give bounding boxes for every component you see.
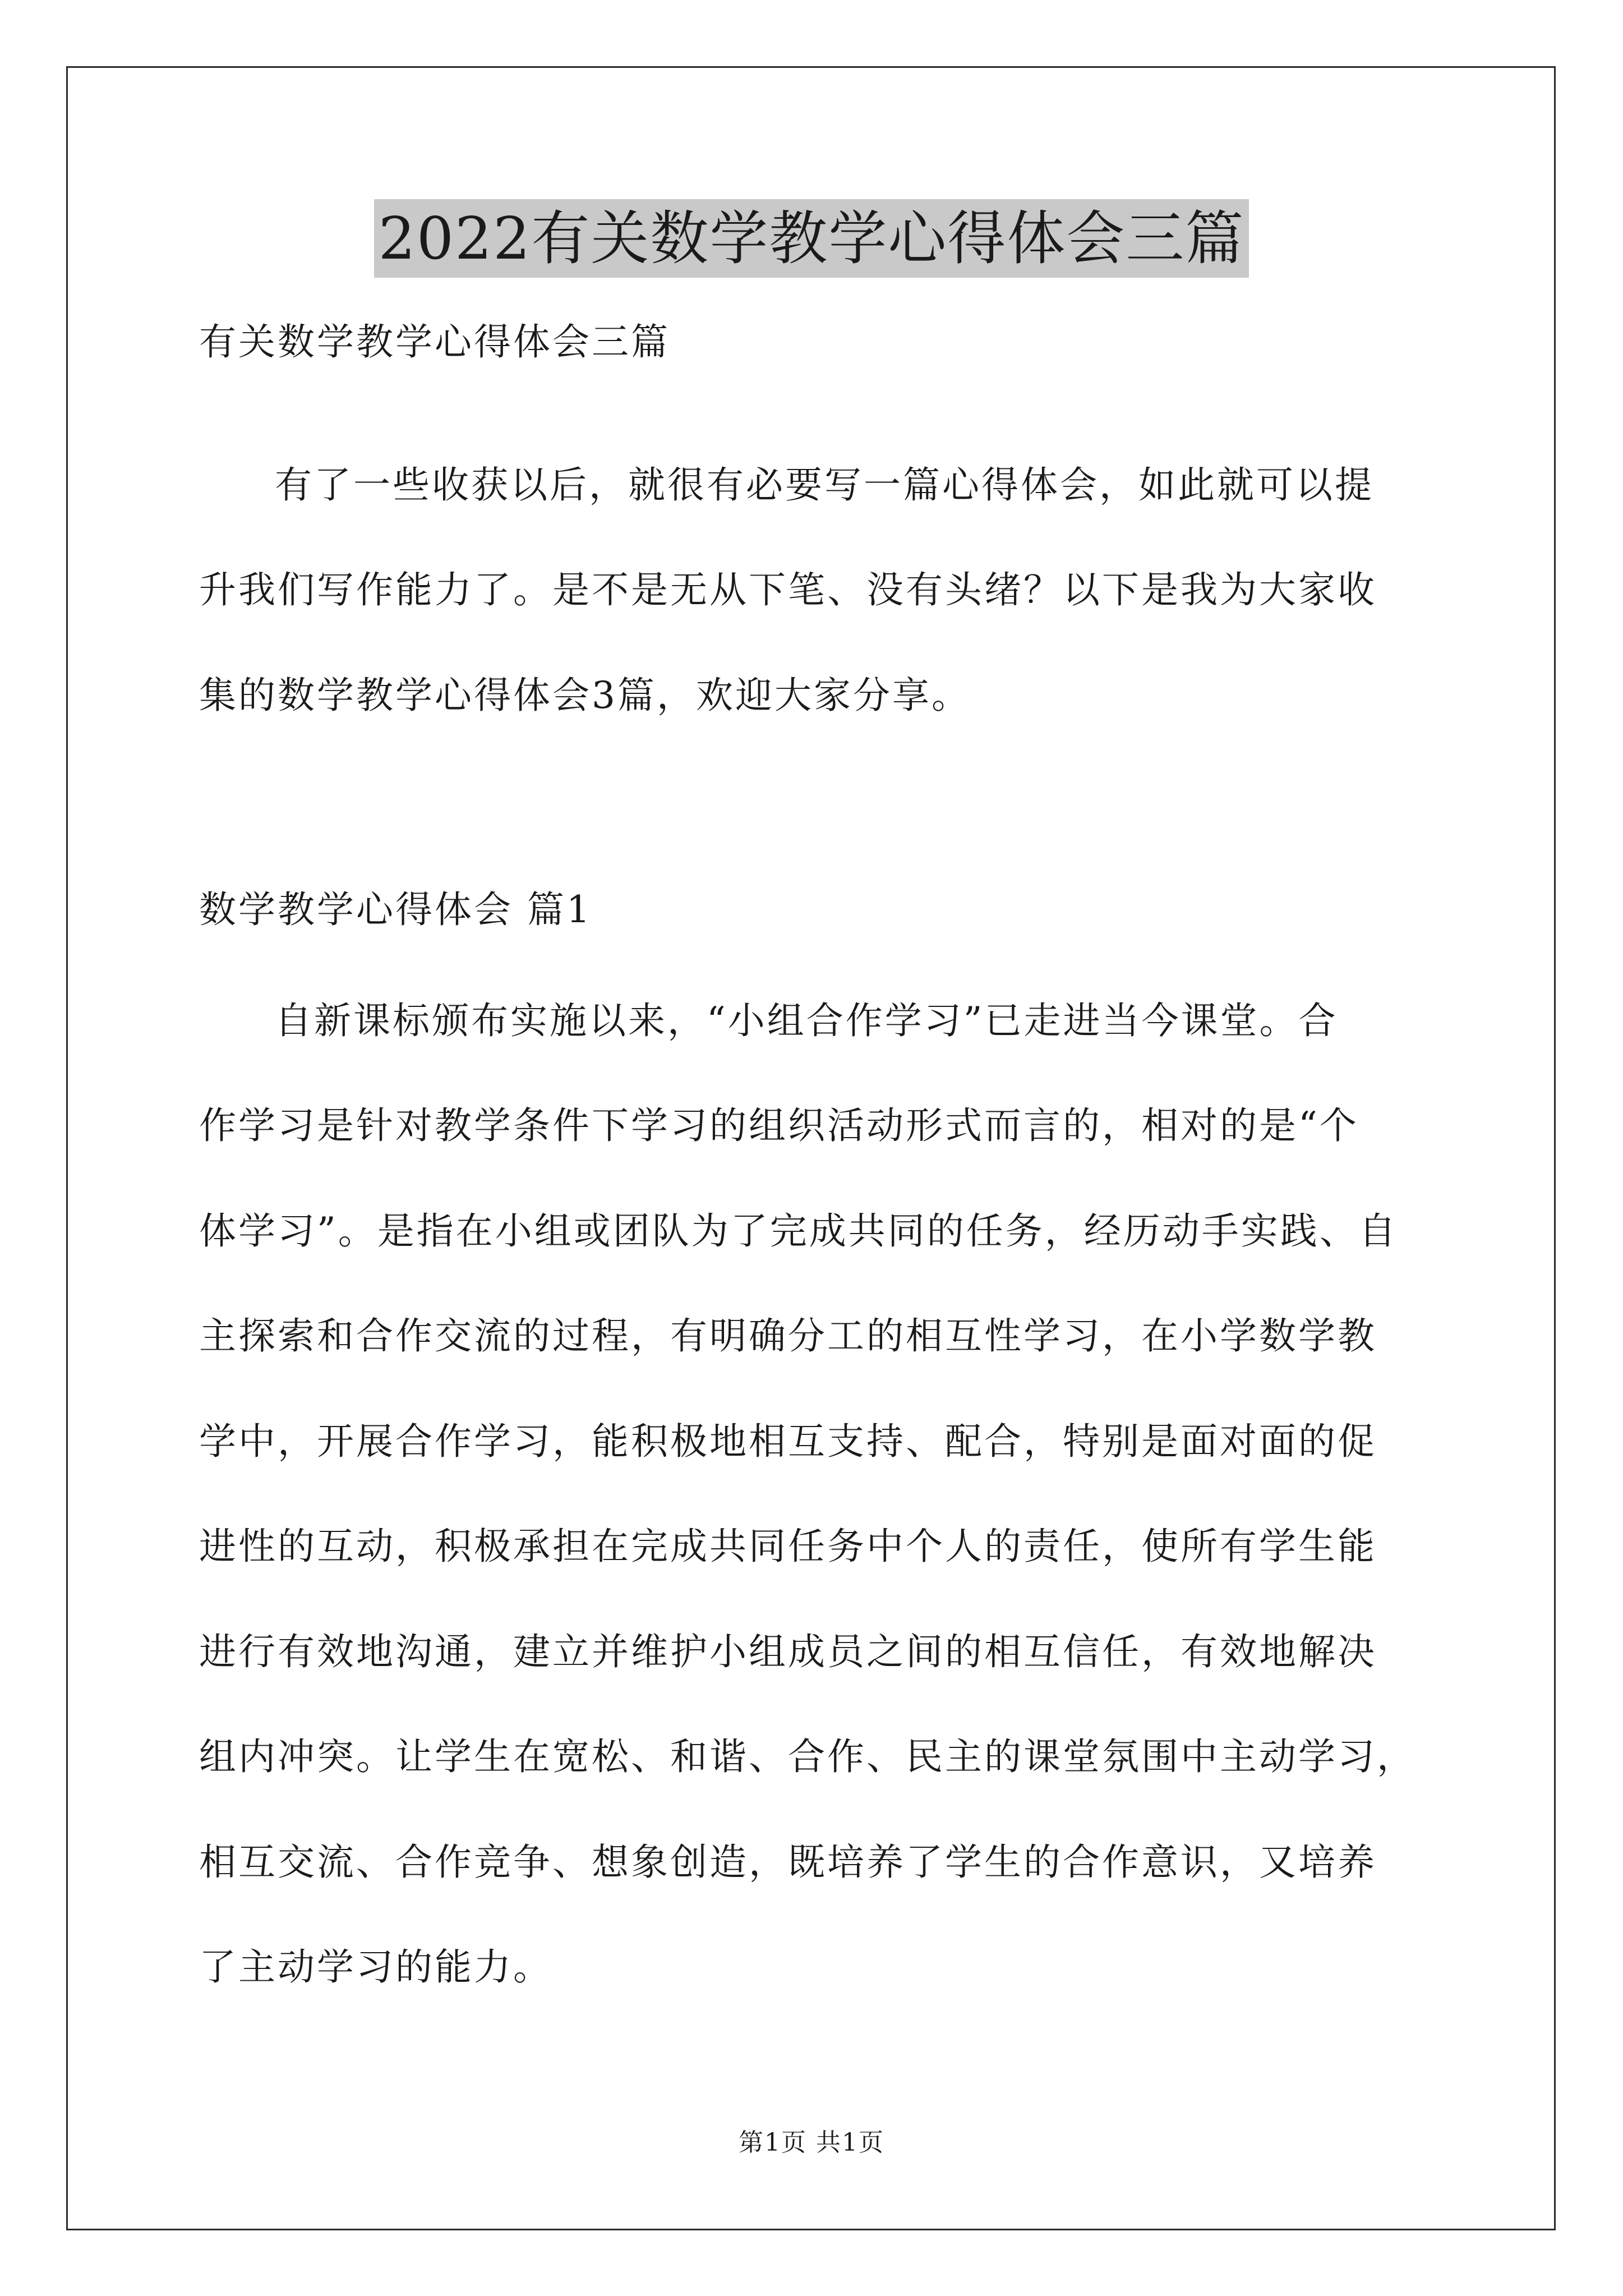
- body-line-5: 学中，开展合作学习，能积极地相互支持、配合，特别是面对面的促: [199, 1420, 1377, 1463]
- body-line-7: 进行有效地沟通，建立并维护小组成员之间的相互信任，有效地解决: [199, 1630, 1377, 1673]
- intro-line-1: 有了一些收获以后，就很有必要写一篇心得体会，如此就可以提: [275, 463, 1374, 507]
- body-line-1: 自新课标颁布实施以来，“小组合作学习”已走进当今课堂。合: [275, 999, 1338, 1042]
- body-line-2: 作学习是针对教学条件下学习的组织活动形式而言的，相对的是“个: [199, 1104, 1359, 1147]
- body-line-10: 了主动学习的能力。: [199, 1945, 552, 1989]
- body-line-8: 组内冲突。让学生在宽松、和谐、合作、民主的课堂氛围中主动学习，: [199, 1735, 1416, 1778]
- intro-line-2: 升我们写作能力了。是不是无从下笔、没有头绪？以下是我为大家收: [199, 568, 1377, 611]
- section-heading: 数学教学心得体会 篇1: [199, 888, 592, 931]
- page-footer: 第1页 共1页: [739, 2128, 884, 2157]
- document-subtitle: 有关数学教学心得体会三篇: [199, 320, 670, 364]
- intro-line-3: 集的数学教学心得体会3篇，欢迎大家分享。: [199, 674, 971, 717]
- body-line-9: 相互交流、合作竞争、想象创造，既培养了学生的合作意识，又培养: [199, 1841, 1377, 1884]
- body-line-6: 进性的互动，积极承担在完成共同任务中个人的责任，使所有学生能: [199, 1525, 1377, 1568]
- title-container: [0, 199, 1623, 278]
- document-title: 2022有关数学教学心得体会三篇: [374, 199, 1249, 278]
- body-line-4: 主探索和合作交流的过程，有明确分工的相互性学习，在小学数学教: [199, 1314, 1377, 1358]
- body-line-3: 体学习”。是指在小组或团队为了完成共同的任务，经历动手实践、自: [199, 1209, 1398, 1253]
